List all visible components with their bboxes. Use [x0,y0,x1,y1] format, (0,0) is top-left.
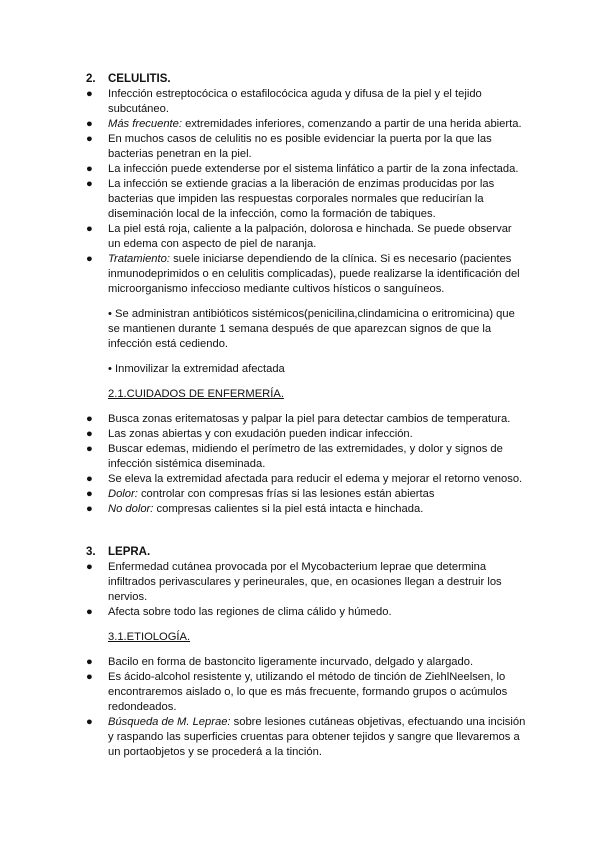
bullet-icon: ● [86,561,93,573]
subsection-title-cuidados: 2.1.CUIDADOS DE ENFERMERÍA. [108,388,284,400]
list-item: ● No dolor: compresas calientes si la piel está intacta e hinchada. [86,503,424,515]
bullet-icon: ● [86,606,93,618]
document-page [86,72,526,760]
list-item: ● Tratamiento: suele iniciarse dependiendo de la clínica. Si es necesario (pacientes inmunodeprimidos o en celulitis complicadas), puede realizarse la identificación del microorganismo infeccioso mediante cultivos hísticos o sanguíneos. [86,253,520,295]
section-number: 2. [86,73,96,85]
bullet-icon: ● [86,671,93,683]
bullet-icon: ● [86,488,93,500]
section-heading-celulitis [86,72,526,87]
bullet-icon: ● [86,413,93,425]
list-item: ● Búsqueda de M. Leprae: sobre lesiones cutáneas objetivas, efectuando una incisión y raspando las superficies cruentas para obtener tejidos y sangre que llevaremos a un portaobjetos y se procederá a la tinción. [86,716,526,758]
bullet-icon: ● [86,503,93,515]
list-item: ● Dolor: controlar con compresas frías si las lesiones están abiertas [86,488,435,500]
cuidados-list [86,412,526,517]
list-item: ● Más frecuente: extremidades inferiores, comenzando a partir de una herida abierta. [86,118,522,130]
section-heading-lepra [86,545,526,560]
treatment-paragraph: • Se administran antibióticos sistémicos(penicilina,clindamicina o eritromicina) que se mantienen durante 1 semana después de que aparezcan signos de que la infección está cediendo. [108,308,515,350]
list-item: ● La infección se extiende gracias a la liberación de enzimas producidas por las bacterias que impiden las respuestas corporales normales que reducirían la diseminación local de la infección, como la formación de tabiques. [86,178,495,220]
list-item: ● La piel está roja, caliente a la palpación, dolorosa e hinchada. Se puede observar un edema con aspecto de piel de naranja. [86,223,512,250]
list-item: ● Las zonas abiertas y con exudación pueden indicar infección. [86,428,413,440]
list-item: ● Busca zonas eritematosas y palpar la piel para detectar cambios de temperatura. [86,413,511,425]
list-item: ● Infección estreptocócica o estafilocócica aguda y difusa de la piel y el tejido subcutáneo. [86,88,482,115]
lepra-list [86,560,526,620]
bullet-icon: ● [86,163,93,175]
bullet-icon: ● [86,253,93,265]
bullet-icon: ● [86,118,93,130]
bullet-icon: ● [86,133,93,145]
bullet-icon: ● [86,88,93,100]
list-item: ● Enfermedad cutánea provocada por el Mycobacterium leprae que determina infiltrados perivasculares y perineurales, que, en ocasiones llegan a destruir los nervios. [86,561,502,603]
bullet-icon: ● [86,428,93,440]
immobilize-paragraph: • Inmovilizar la extremidad afectada [108,363,285,375]
bullet-icon: ● [86,473,93,485]
list-item: ● Buscar edemas, midiendo el perímetro de las extremidades, y dolor y signos de infección sistémica diseminada. [86,443,503,470]
section-title: CELULITIS. [108,73,171,85]
section-number: 3. [86,546,96,558]
etiologia-list [86,655,526,760]
bullet-icon: ● [86,443,93,455]
bullet-icon: ● [86,178,93,190]
list-item: ● Es ácido-alcohol resistente y, utilizando el método de tinción de ZiehlNeelsen, lo encontraremos aislado o, lo que es más frecuente, formando grupos o acúmulos redondeados. [86,671,508,713]
list-item: ● Bacilo en forma de bastoncito ligeramente incurvado, delgado y alargado. [86,656,474,668]
celulitis-list [86,87,526,297]
subsection-title-etiologia: 3.1.ETIOLOGÍA. [108,631,191,643]
bullet-icon: ● [86,656,93,668]
bullet-icon: ● [86,716,93,728]
list-item: ● Se eleva la extremidad afectada para reducir el edema y mejorar el retorno venoso. [86,473,523,485]
section-title: LEPRA. [108,546,151,558]
list-item: ● La infección puede extenderse por el sistema linfático a partir de la zona infectada. [86,163,519,175]
list-item: ● En muchos casos de celulitis no es posible evidenciar la puerta por la que las bacterias penetran en la piel. [86,133,492,160]
bullet-icon: ● [86,223,93,235]
list-item: ● Afecta sobre todo las regiones de clima cálido y húmedo. [86,606,392,618]
